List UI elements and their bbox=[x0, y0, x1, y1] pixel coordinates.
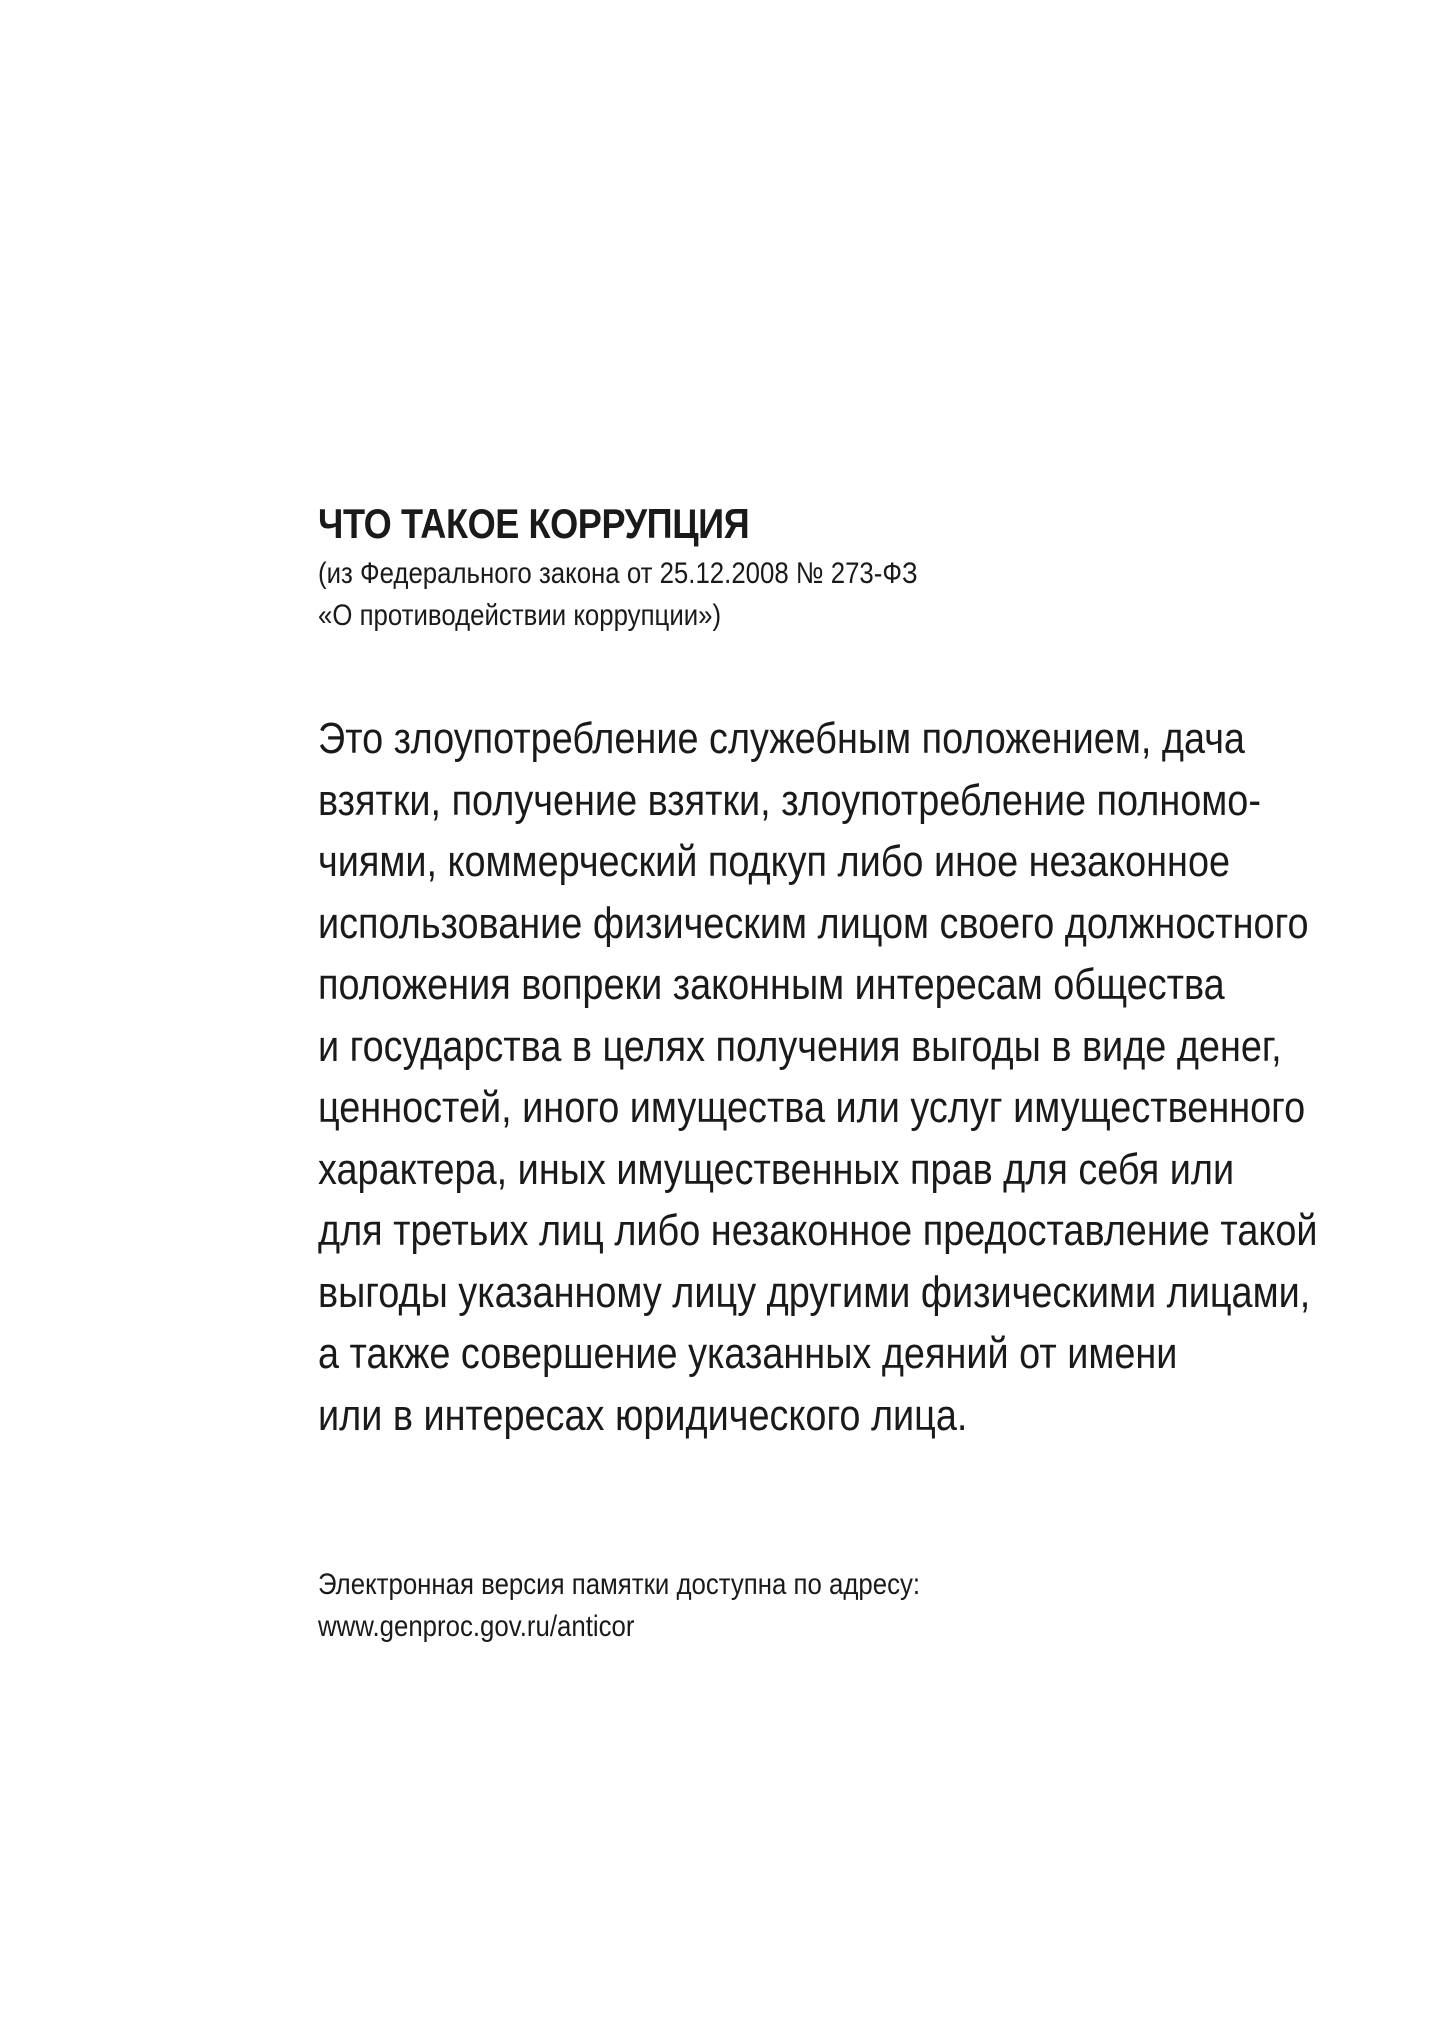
definition-line: использование физическим лицом своего должностного bbox=[318, 898, 1309, 948]
definition-line: и государства в целях получения выгоды в виде денег, bbox=[318, 1021, 1282, 1071]
electronic-version-url-line bbox=[318, 1606, 920, 1648]
definition-line: для третьих лиц либо незаконное предоставление такой bbox=[318, 1206, 1318, 1255]
corruption-definition bbox=[318, 708, 1318, 1446]
definition-line: а также совершение указанных деяний от имени bbox=[318, 1329, 1178, 1378]
definition-line: ценностей, иного имущества или услуг имущественного bbox=[318, 1083, 1306, 1132]
law-source bbox=[318, 553, 918, 637]
definition-line: положения вопреки законным интересам общества bbox=[318, 960, 1225, 1009]
electronic-version-note bbox=[318, 1564, 920, 1648]
definition-line: или в интересах юридического лица. bbox=[318, 1390, 968, 1440]
law-source-line-1: (из Федерального закона от 25.12.2008 № 273-ФЗ bbox=[318, 557, 918, 590]
page-title: ЧТО ТАКОЕ КОРРУПЦИЯ bbox=[318, 500, 750, 547]
definition-line: характера, иных имущественных прав для себя или bbox=[318, 1144, 1235, 1194]
law-source-line-2: «О противодействии коррупции») bbox=[318, 599, 722, 632]
definition-line: чиями, коммерческий подкуп либо иное незаконное bbox=[318, 837, 1231, 886]
definition-line: выгоды указанному лицу другими физическими лицами, bbox=[318, 1267, 1311, 1317]
electronic-version-label: Электронная версия памятки доступна по адресу: bbox=[318, 1568, 921, 1601]
definition-line: взятки, получение взятки, злоупотребление полномо- bbox=[318, 775, 1261, 825]
definition-line: Это злоупотребление служебным положением, дача bbox=[318, 714, 1245, 763]
anticor-url-link[interactable]: www.genproc.gov.ru/anticor bbox=[318, 1610, 635, 1643]
